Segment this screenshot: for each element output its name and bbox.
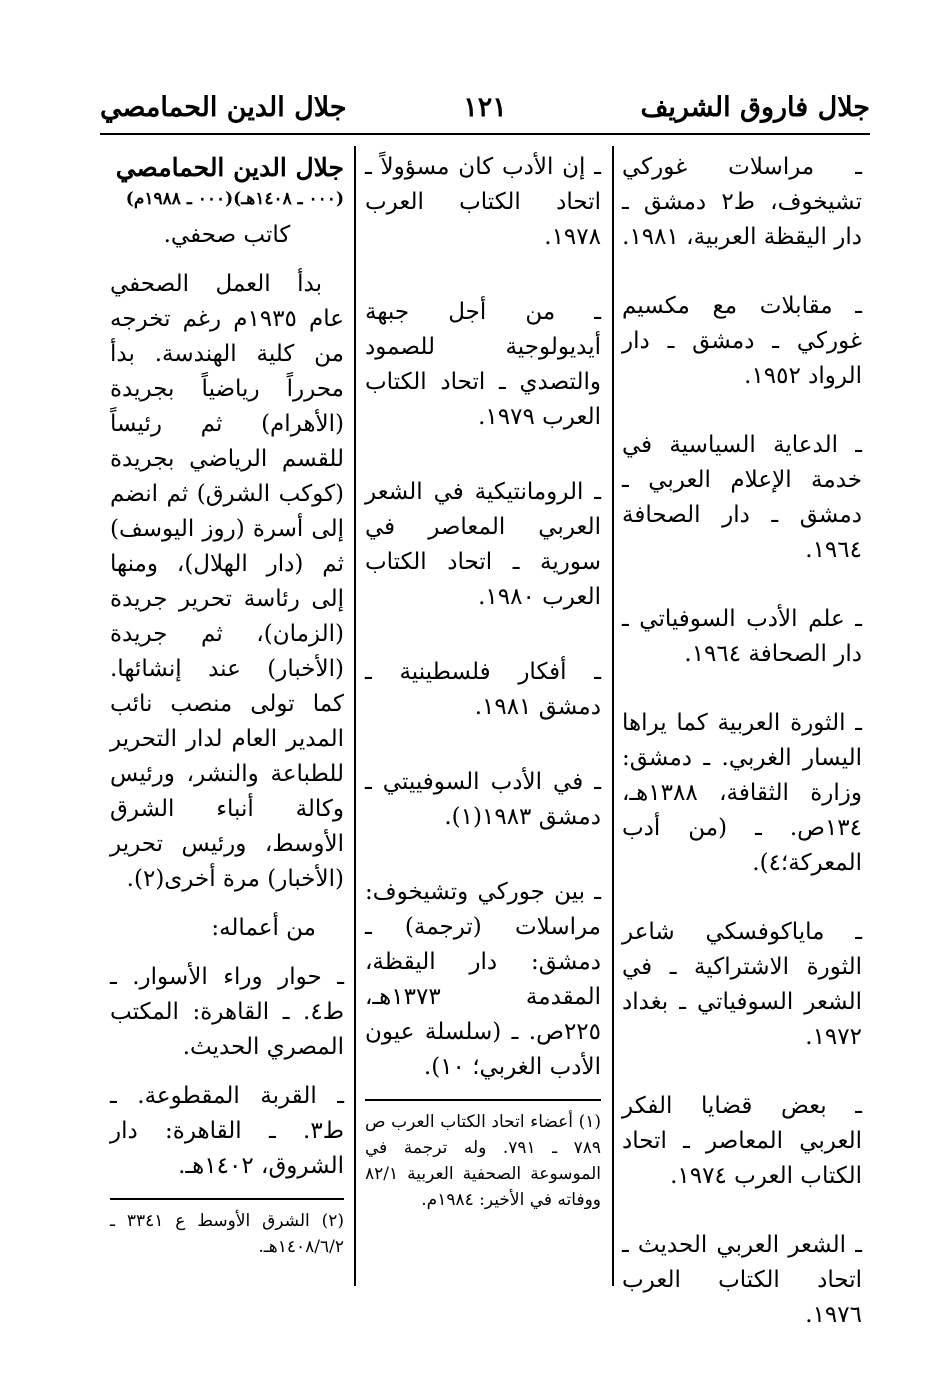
footnote: (١) أعضاء اتحاد الكتاب العرب ص ٧٨٩ ـ ٧٩١. وله ترجمة في الموسوعة الصحفية العربية ٨٢/١ ووفاته في الأخير: ١٩٨٤م. <box>365 1112 601 1210</box>
list-item: ـ بعض قضايا الفكر العربي المعاصر ـ اتحاد الكتاب العرب ١٩٧٤. <box>622 1093 862 1189</box>
column-middle <box>365 150 601 1213</box>
list-item: ـ القربة المقطوعة. ـ ط٣. ـ القاهرة: دار الشروق، ١٤٠٢هـ. <box>110 1083 344 1179</box>
column-divider-right <box>612 146 614 1286</box>
works-heading: من أعماله: <box>211 915 316 941</box>
biography-dates: (٠٠٠ ـ ١٤٠٨هـ)(٠٠٠ ـ ١٩٨٨م) <box>125 189 344 209</box>
list-item: ـ الدعاية السياسية في خدمة الإعلام العربي ـ دمشق ـ دار الصحافة ١٩٦٤. <box>622 432 862 563</box>
list-item: ـ الشعر العربي الحديث ـ اتحاد الكتاب العرب ١٩٧٦. <box>622 1232 862 1328</box>
list-item: ـ الثورة العربية كما يراها اليسار الغربي. ـ دمشق: وزارة الثقافة، ١٣٨٨هـ، ١٣٤ص. ـ (من أدب المعركة؛٤). <box>622 710 862 876</box>
footnote-rule <box>365 1099 601 1101</box>
footnote-rule <box>110 1198 344 1200</box>
list-item: ـ من أجل جبهة أيديولوجية للصمود والتصدي ـ اتحاد الكتاب العرب ١٩٧٩. <box>365 299 601 430</box>
footnote: (٢) الشرق الأوسط ع ٣٣٤١ ـ ١٤٠٨/٦/٢هـ. <box>110 1211 344 1257</box>
header-rule <box>100 133 870 135</box>
list-item: ـ في الأدب السوفييتي ـ دمشق ١٩٨٣(١). <box>365 769 601 830</box>
biography-role: كاتب صحفي. <box>163 222 291 248</box>
header-right-title: جلال فاروق الشريف <box>640 92 870 123</box>
biography-title: جلال الدين الحمامصي <box>115 153 344 182</box>
biography-text: بدأ العمل الصحفي عام ١٩٣٥م رغم تخرجه من كلية الهندسة. بدأ محرراً رياضياً بجريدة (الأهرام) ثم رئيساً للقسم الرياضي بجريدة (كوكب الشرق) ثم انضم إلى أسرة (روز اليوسف) ثم (دار الهلال)، ومنها إلى رئاسة تحرير جريدة (الزمان)، ثم جريدة (الأخبار) عند إنشائها. كما تولى منصب نائب المدير العام لدار التحرير للطباعة والنشر، ورئيس وكالة أنباء الشرق الأوسط، ورئيس تحرير (الأخبار) مرة أخرى(٢). <box>110 271 344 892</box>
list-item: ـ أفكار فلسطينية ـ دمشق ١٩٨١. <box>365 659 601 720</box>
column-divider-left <box>354 146 356 1286</box>
page-number: ١٢١ <box>463 92 507 123</box>
list-item: ـ بين جوركي وتشيخوف: مراسلات (ترجمة) ـ دمشق: دار اليقظة، المقدمة ١٣٧٣هـ، ٢٢٥ص. ـ (سلسلة عيون الأدب الغربي؛ ١٠). <box>365 879 601 1080</box>
list-item: ـ علم الأدب السوفياتي ـ دار الصحافة ١٩٦٤. <box>622 606 862 667</box>
running-header <box>100 86 870 130</box>
list-item: ـ ماياكوفسكي شاعر الثورة الاشتراكية ـ في الشعر السوفياتي ـ بغداد ١٩٧٢. <box>622 919 862 1050</box>
header-left-title: جلال الدين الحمامصي <box>100 92 347 123</box>
column-left <box>110 150 344 1260</box>
list-item: ـ إن الأدب كان مسؤولاً ـ اتحاد الكتاب العرب ١٩٧٨. <box>365 154 601 250</box>
list-item: ـ مقابلات مع مكسيم غوركي ـ دمشق ـ دار الرواد ١٩٥٢. <box>622 293 862 389</box>
column-right <box>622 150 862 1367</box>
list-item: ـ مراسلات غوركي تشيخوف، ط٢ دمشق ـ دار اليقظة العربية، ١٩٨١. <box>622 154 862 250</box>
list-item: ـ الرومانتيكية في الشعر العربي المعاصر في سورية ـ اتحاد الكتاب العرب ١٩٨٠. <box>365 479 601 610</box>
list-item: ـ حوار وراء الأسوار. ـ ط٤. ـ القاهرة: المكتب المصري الحديث. <box>110 964 344 1060</box>
